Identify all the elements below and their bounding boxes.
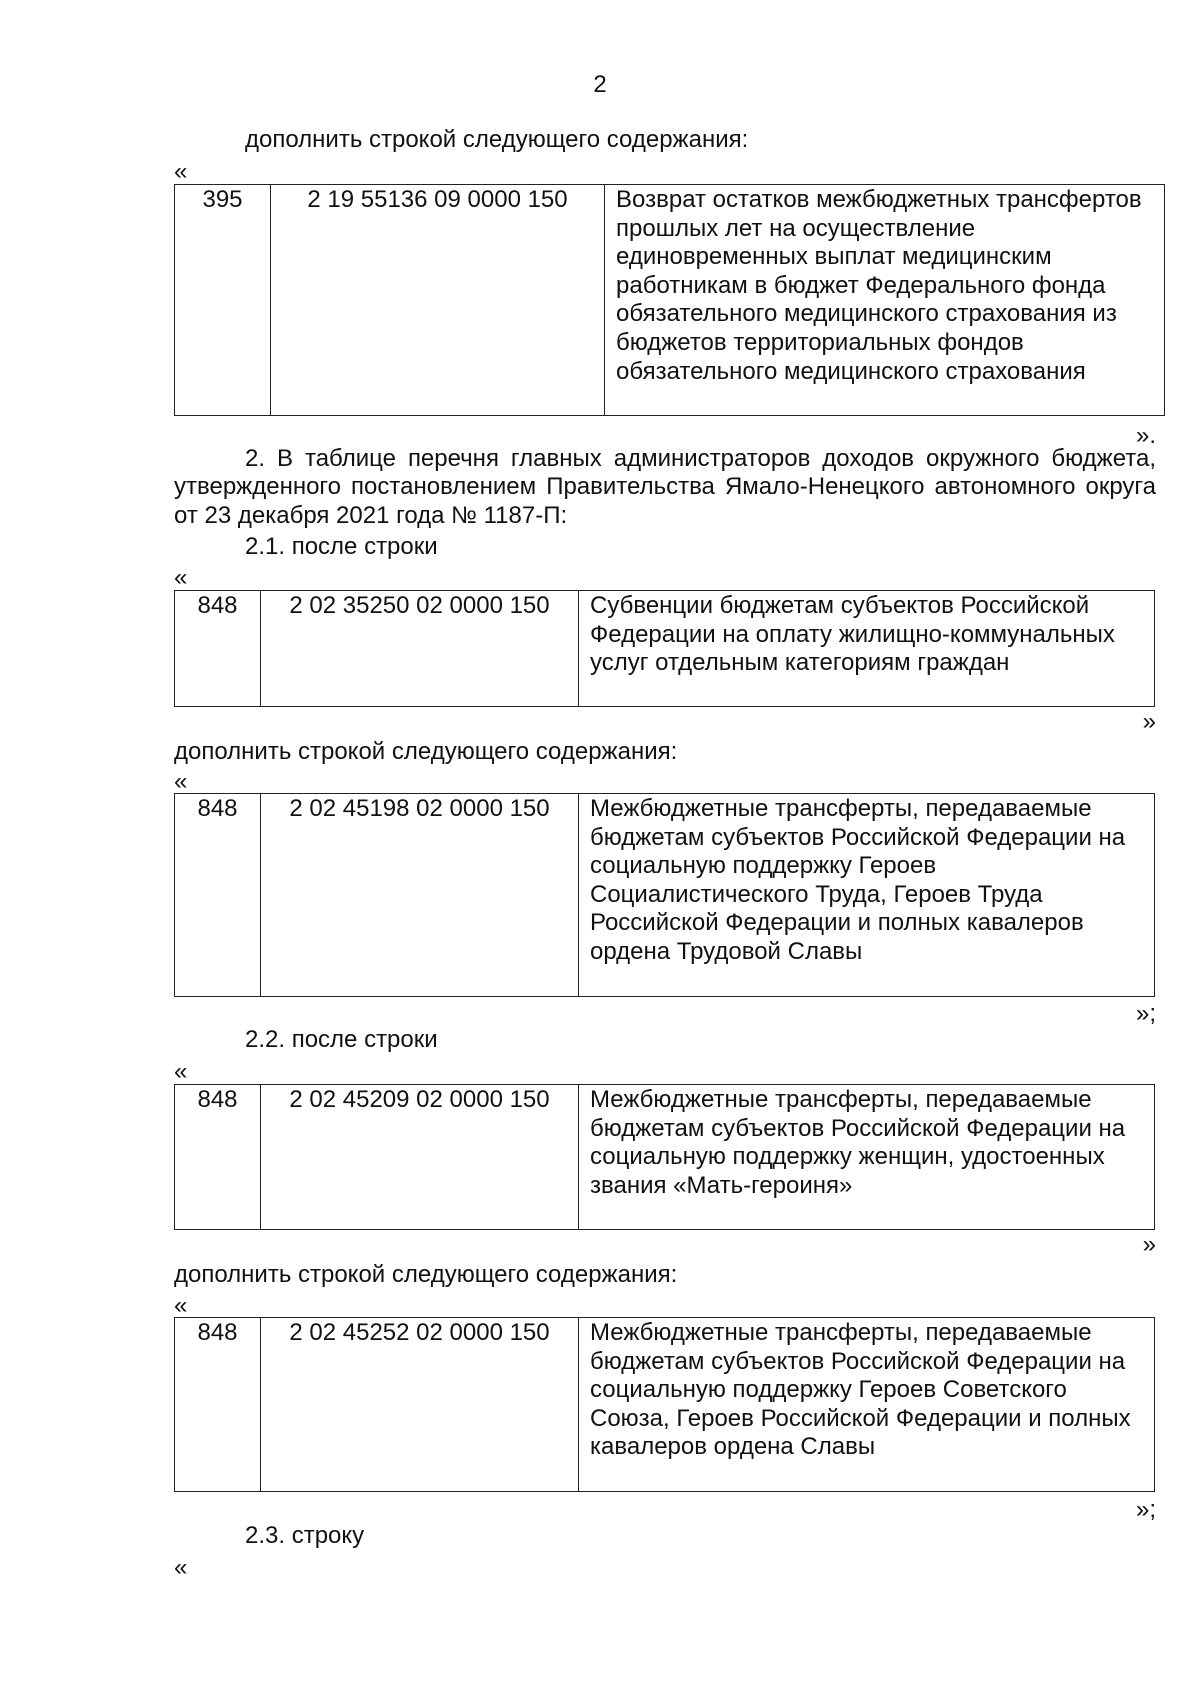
kbk-code-cell: 2 02 45209 02 0000 150 xyxy=(261,1085,579,1230)
open-quote-6: « xyxy=(174,1554,188,1581)
revenue-name-cell: Межбюджетные трансферты, передаваемые бюджетам субъектов Российской Федерации на социальную поддержку женщин, удостоенных звания «Мать-героиня» xyxy=(579,1085,1155,1230)
open-quote-5: « xyxy=(174,1292,188,1319)
paragraph-2: 2. В таблице перечня главных администраторов доходов окружного бюджета, утвержденного постановлением Правительства Ямало-Ненецкого автономного округа от 23 декабря 2021 года № 1187-П: xyxy=(174,445,1156,529)
add-row-text-1: дополнить строкой следующего содержания: xyxy=(174,738,678,765)
table-4 xyxy=(174,1084,1155,1230)
table-5 xyxy=(174,1317,1155,1492)
add-row-text-2: дополнить строкой следующего содержания: xyxy=(174,1261,678,1288)
admin-code-cell: 395 xyxy=(175,185,271,416)
revenue-name-cell: Межбюджетные трансферты, передаваемые бюджетам субъектов Российской Федерации на социальную поддержку Героев Советского Союза, Героев Российской Федерации и полных кавалеров ордена Славы xyxy=(579,1318,1155,1492)
close-quote-2: » xyxy=(1142,1231,1156,1258)
open-quote-3: « xyxy=(174,768,188,795)
item-2-1: 2.1. после строки xyxy=(245,533,438,560)
kbk-code-cell: 2 02 45198 02 0000 150 xyxy=(261,794,579,997)
open-quote-4: « xyxy=(174,1058,188,1085)
table-row xyxy=(175,591,1155,707)
table-1 xyxy=(174,184,1165,416)
table-row xyxy=(175,185,1165,416)
revenue-name-cell: Возврат остатков межбюджетных трансфертов прошлых лет на осуществление единовременных выплат медицинским работникам в бюджет Федерального фонда обязательного медицинского страхования из бюджетов территориальных фондов обязательного медицинского страхования xyxy=(605,185,1165,416)
open-quote-1: « xyxy=(174,158,188,185)
item-2-2: 2.2. после строки xyxy=(245,1026,438,1053)
item-2-3: 2.3. строку xyxy=(245,1522,365,1549)
kbk-code-cell: 2 02 35250 02 0000 150 xyxy=(261,591,579,707)
revenue-name-cell: Межбюджетные трансферты, передаваемые бюджетам субъектов Российской Федерации на социальную поддержку Героев Социалистического Труда, Героев Труда Российской Федерации и полных кавалеров ордена Трудовой Славы xyxy=(579,794,1155,997)
kbk-code-cell: 2 02 45252 02 0000 150 xyxy=(261,1318,579,1492)
admin-code-cell: 848 xyxy=(175,1085,261,1230)
close-quote-dot: ». xyxy=(1135,422,1156,449)
intro-add-text: дополнить строкой следующего содержания: xyxy=(245,126,749,153)
admin-code-cell: 848 xyxy=(175,1318,261,1492)
open-quote-2: « xyxy=(174,564,188,591)
revenue-name-cell: Субвенции бюджетам субъектов Российской Федерации на оплату жилищно-коммунальных услуг отдельным категориям граждан xyxy=(579,591,1155,707)
table-2 xyxy=(174,590,1155,707)
kbk-code-cell: 2 19 55136 09 0000 150 xyxy=(271,185,605,416)
table-3 xyxy=(174,793,1155,997)
table-row xyxy=(175,1085,1155,1230)
close-quote-1: » xyxy=(1142,708,1156,735)
page-number: 2 xyxy=(593,71,607,98)
admin-code-cell: 848 xyxy=(175,794,261,997)
close-quote-semicolon-1: »; xyxy=(1135,1000,1156,1027)
table-row xyxy=(175,794,1155,997)
admin-code-cell: 848 xyxy=(175,591,261,707)
close-quote-semicolon-2: »; xyxy=(1135,1496,1156,1523)
table-row xyxy=(175,1318,1155,1492)
